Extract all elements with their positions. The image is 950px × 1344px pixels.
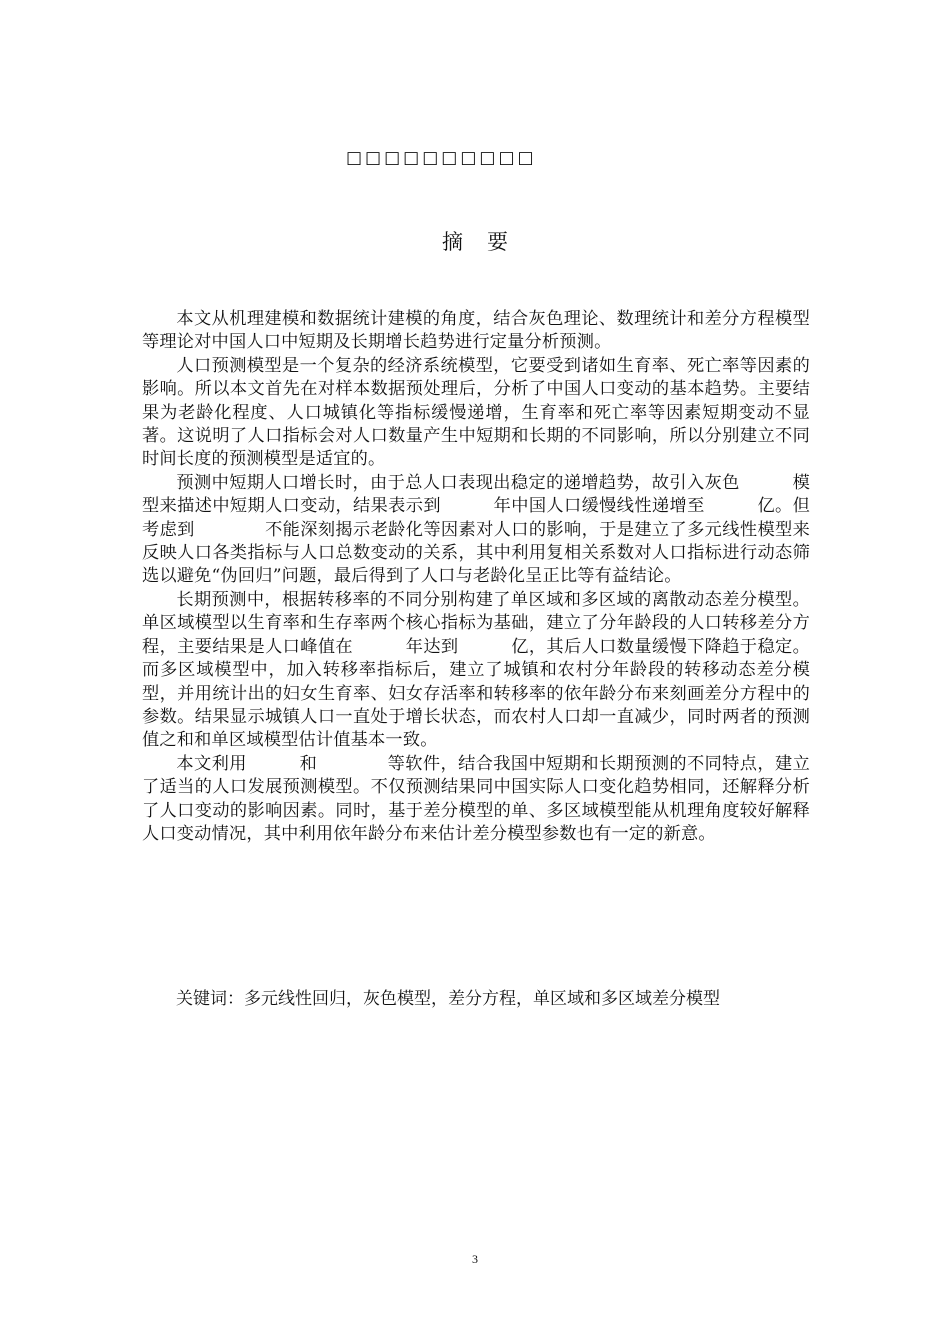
abstract-body xyxy=(142,308,810,846)
abstract-paragraph-5: 本文利用 和 等软件，结合我国中短期和长期预测的不同特点，建立了适当的人口发展预测模型。不仅预测结果同中国实际人口变化趋势相同，还解释分析了人口变动的影响因素。同时，基于差分模型的单、多区域模型能从机理角度较好解释人口变动情况，其中利用依年龄分布来估计差分模型参数也有一定的新意。 xyxy=(142,753,810,844)
abstract-paragraph-1: 本文从机理建模和数据统计建模的角度，结合灰色理论、数理统计和差分方程模型等理论对中国人口中短期及长期增长趋势进行定量分析预测。 xyxy=(142,309,810,353)
abstract-paragraph-4: 长期预测中，根据转移率的不同分别构建了单区域和多区域的离散动态差分模型。单区域模型以生育率和生存率两个核心指标为基础，建立了分年龄段的人口转移差分方程，主要结果是人口峰值在 年达到 亿，其后人口数量缓慢下降趋于稳定。而多区域模型中，加入转移率指标后，建立了城镇和农村分年龄段的转移动态差分模型，并用统计出的妇女生育率、妇女存活率和转移率的依年龄分布来刻画差分方程中的参数。结果显示城镇人口一直处于增长状态，而农村人口却一直减少，同时两者的预测值之和和单区域模型估计值基本一致。 xyxy=(142,589,810,751)
abstract-title: 摘要 xyxy=(442,230,532,254)
abstract-paragraph-3: 预测中短期人口增长时，由于总人口表现出稳定的递增趋势，故引入灰色 模型来描述中短期人口变动，结果表示到 年中国人口缓慢线性递增至 亿。但考虑到 不能深刻揭示老龄化等因素对人口的影响，于是建立了多元线性模型来反映人口各类指标与人口总数变动的关系，其中利用复相关系数对人口指标进行动态筛选以避免“伪回归”问题，最后得到了人口与老龄化呈正比等有益结论。 xyxy=(142,472,810,587)
page-number: 3 xyxy=(472,1252,478,1266)
page-header: □□□□□□□□□□ xyxy=(346,148,537,168)
keywords-line: 关键词：多元线性回归，灰色模型，差分方程，单区域和多区域差分模型 xyxy=(176,989,720,1009)
abstract-paragraph-2: 人口预测模型是一个复杂的经济系统模型，它要受到诸如生育率、死亡率等因素的影响。所以本文首先在对样本数据预处理后，分析了中国人口变动的基本趋势。主要结果为老龄化程度、人口城镇化等指标缓慢递增，生育率和死亡率等因素短期变动不显著。这说明了人口指标会对人口数量产生中短期和长期的不同影响，所以分别建立不同时间长度的预测模型是适宜的。 xyxy=(142,355,810,470)
